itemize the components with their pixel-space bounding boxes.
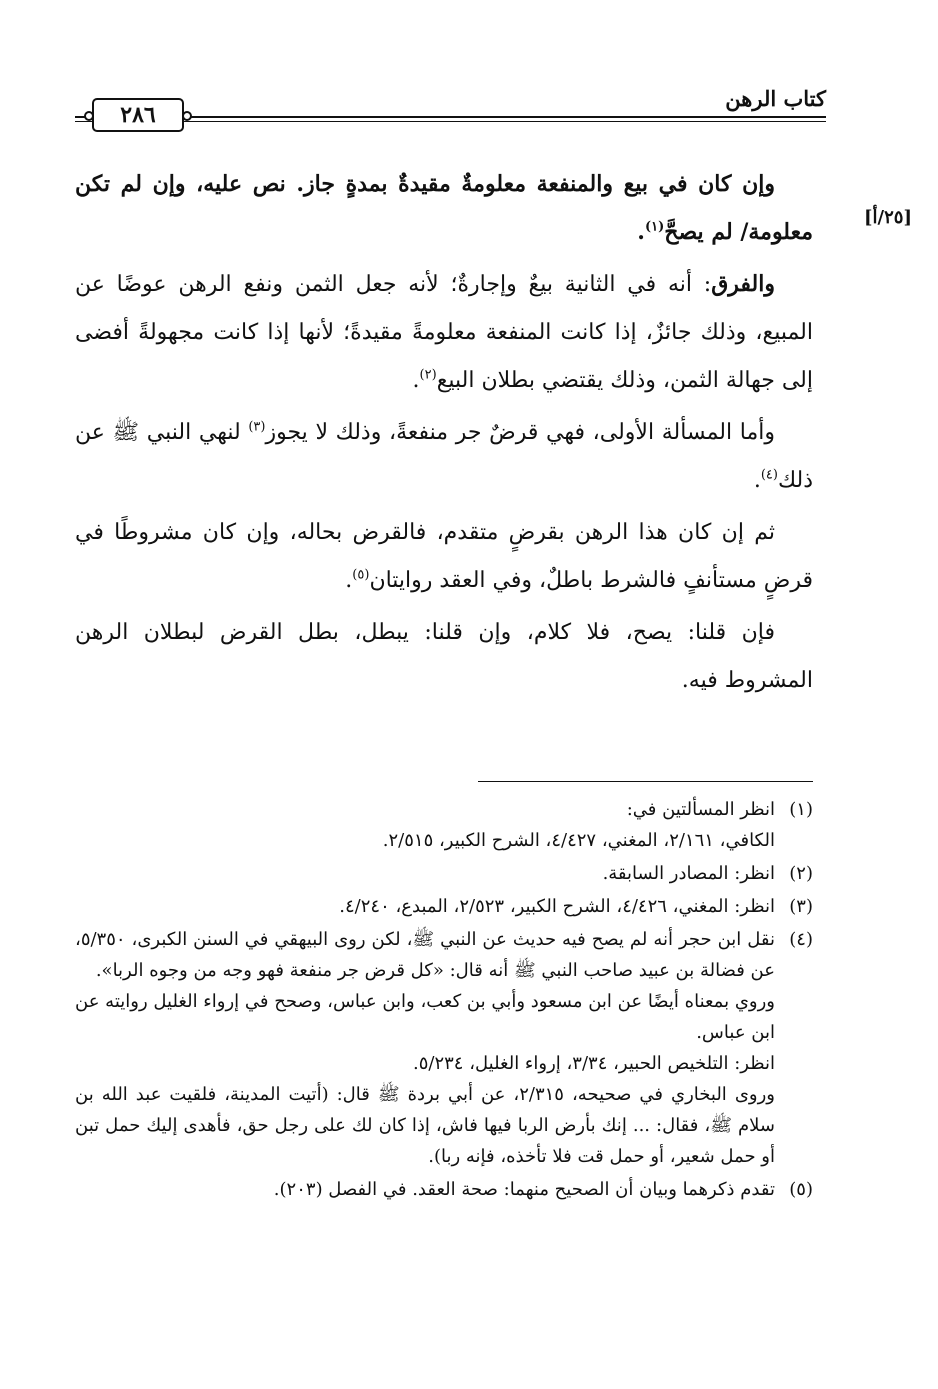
footnote-text xyxy=(75,924,775,1172)
footnote-line: نقل ابن حجر أنه لم يصح فيه حديث عن النبي ﷺ، لكن روى البيهقي في السنن الكبرى، ٥/٣٥٠، عن فضالة بن عبيد صاحب النبي ﷺ أنه قال: «كل قرض جر منفعة فهو وجه من وجوه الربا». xyxy=(75,929,775,981)
paragraph-1 xyxy=(75,160,813,256)
paragraph-3-text-a: وأما المسألة الأولى، فهي قرضٌ جر منفعةً، وذلك لا يجوز xyxy=(265,420,775,445)
paragraph-1-end: . xyxy=(637,219,645,245)
footnote-number: (٥) xyxy=(789,1179,813,1200)
paragraph-5-text: فإن قلنا: يصح، فلا كلام، وإن قلنا: يبطل، بطل القرض لبطلان الرهن المشروط فيه. xyxy=(75,620,813,693)
footnote-line: انظر: المصادر السابقة. xyxy=(602,863,775,884)
paragraph-4-end: . xyxy=(345,568,353,593)
footnotes xyxy=(75,794,813,1207)
footnote-text xyxy=(75,1174,775,1205)
footnote-separator xyxy=(478,781,813,782)
footnote-line: تقدم ذكرهما وبيان أن الصحيح منهما: صحة العقد. في الفصل (٢٠٣). xyxy=(273,1179,775,1200)
footnote-5 xyxy=(75,1174,813,1205)
footnote-number: (٤) xyxy=(789,929,813,950)
paragraph-4-text: ثم إن كان هذا الرهن بقرضٍ متقدم، فالقرض بحاله، وإن كان مشروطًا في قرضٍ مستأنفٍ فالشرط باطلٌ، وفي العقد روايتان xyxy=(75,520,813,593)
footnote-line: انظر: المغني، ٤/٤٢٦، الشرح الكبير، ٢/٥٢٣، المبدع، ٤/٢٤٠. xyxy=(339,896,775,917)
footnote-number: (٢) xyxy=(789,863,813,884)
footnote-ref-3: (٣) xyxy=(248,419,266,435)
running-header-title: كتاب الرهن xyxy=(725,86,826,111)
paragraph-2-text: : أنه في الثانية بيعٌ وإجارةٌ؛ لأنه جعل الثمن ونفع الرهن عوضًا عن المبيع، وذلك جائزٌ، إذا كانت المنفعة معلومةً مقيدةً؛ لأنها إذا كانت مجهولةً أفضى إلى جهالة الثمن، وذلك يقتضي بطلان البيع xyxy=(75,272,813,393)
footnote-number: (١) xyxy=(789,799,813,820)
footnote-3 xyxy=(75,891,813,922)
footnote-ref-1: (١) xyxy=(644,219,665,235)
footnote-line: وروي بمعناه أيضًا عن ابن مسعود وأبي بن كعب، وابن عباس، وصحح في إرواء الغليل روايته عن ابن عباس. xyxy=(75,991,775,1043)
paragraph-2-end: . xyxy=(412,368,420,393)
manuscript-folio-marker: [٢٥/أ] xyxy=(864,207,912,228)
footnote-ref-2: (٢) xyxy=(419,367,437,383)
footnote-4 xyxy=(75,924,813,1172)
paragraph-3 xyxy=(75,409,813,505)
footnote-line: انظر المسألتين في: xyxy=(626,799,775,820)
footnote-ref-4: (٤) xyxy=(760,467,778,483)
footnote-1 xyxy=(75,794,813,856)
paragraph-2-lead: والفرق xyxy=(711,271,775,297)
header-rule-thin xyxy=(75,121,826,122)
footnote-2 xyxy=(75,858,813,889)
footnote-number: (٣) xyxy=(789,896,813,917)
footnote-line: الكافي، ٢/١٦١، المغني، ٤/٤٢٧، الشرح الكبير، ٢/٥١٥. xyxy=(382,830,775,851)
footnote-text xyxy=(75,891,775,922)
paragraph-2 xyxy=(75,260,813,405)
paragraph-5 xyxy=(75,609,813,705)
footnote-line: انظر: التلخيص الحبير، ٣/٣٤، إرواء الغليل، ٥/٢٣٤. xyxy=(412,1053,775,1074)
paragraph-3-end: . xyxy=(753,468,761,493)
footnote-text xyxy=(75,858,775,889)
footnote-line: وروى البخاري في صحيحه، ٢/٣١٥، عن أبي بردة ﷺ قال: (أتيت المدينة، فلقيت عبد الله بن سلام ﷺ، فقال: ... إنك بأرض الربا فيها فاش، إذا كان لك على رجل حق، فأهدى إليك حمل تبن أو حمل شعير، أو حمل قت فلا تأخذه، فإنه ربا). xyxy=(75,1084,775,1167)
paragraph-1-text: وإن كان في بيع والمنفعة معلومةٌ مقيدةٌ بمدةٍ جاز. نص عليه، وإن لم تكن معلومة/ لم يصحَّ xyxy=(75,171,813,245)
paragraph-3-text-b: لنهي النبي ﷺ عن ذلك xyxy=(75,420,813,493)
paragraph-4 xyxy=(75,509,813,605)
footnote-text xyxy=(75,794,775,856)
main-text xyxy=(75,160,813,709)
page-number-box: ٢٨٦ xyxy=(92,98,184,132)
footnote-ref-5: (٥) xyxy=(352,567,370,583)
